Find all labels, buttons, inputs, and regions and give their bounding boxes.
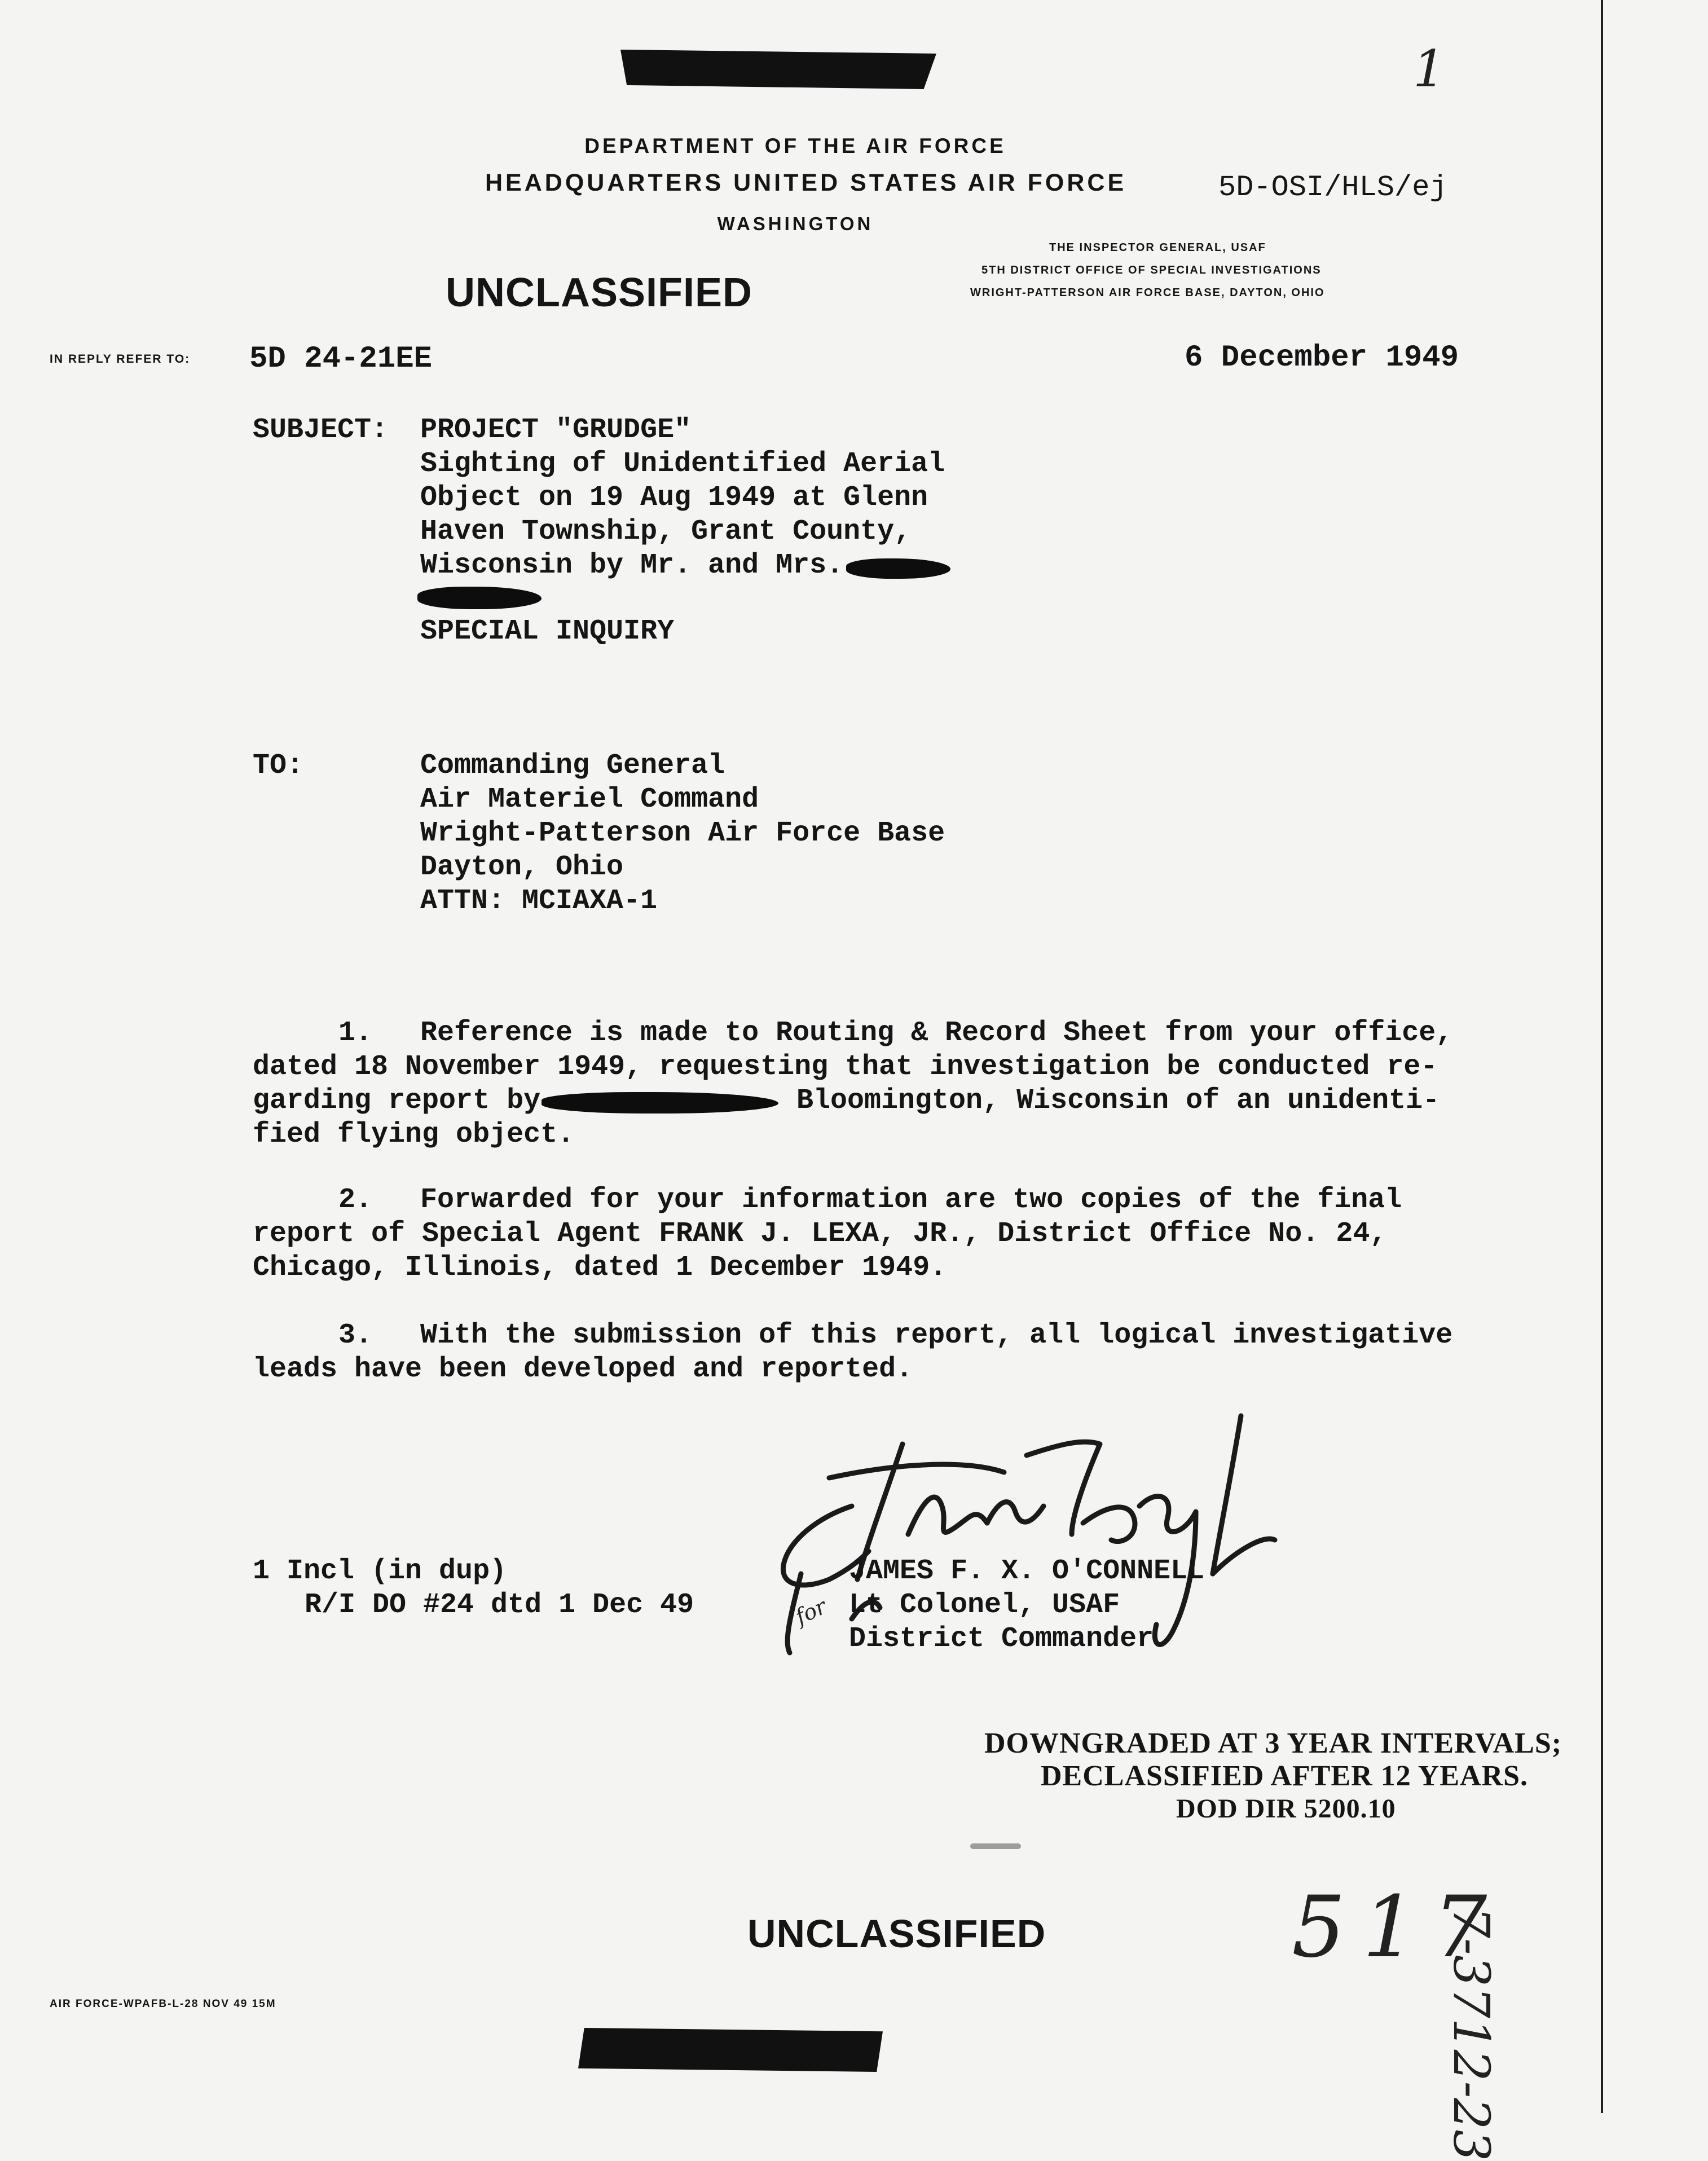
paragraph-2-line-2: report of Special Agent FRANK J. LEXA, JR., District Office No. 24, [253, 1218, 1387, 1250]
subject-label: SUBJECT: [253, 414, 389, 446]
downgrade-line-1: DOWNGRADED AT 3 YEAR INTERVALS; [984, 1727, 1562, 1759]
handwritten-side-number: 7-3712-23 [1442, 1907, 1500, 2161]
subject-line: PROJECT "GRUDGE" [420, 414, 692, 446]
paragraph-1-line-3a: garding report by [253, 1085, 541, 1117]
to-block [420, 749, 945, 918]
signer-rank: Lt Colonel, USAF [849, 1589, 1120, 1621]
downgrade-line-3: DOD DIR 5200.10 [1176, 1794, 1396, 1824]
form-code: AIR FORCE-WPAFB-L-28 NOV 49 15M [50, 1998, 276, 2010]
signer-title: District Commander [849, 1623, 1154, 1655]
classification-top: UNCLASSIFIED [446, 270, 753, 315]
address-line: Commanding General [420, 750, 725, 782]
paragraph-1-line-1: Reference is made to Routing & Record Sheet from your office, [420, 1017, 1453, 1049]
top-scan-bar [620, 50, 936, 89]
paragraph-1-line-3b: Bloomington, Wisconsin of an unidenti- [796, 1085, 1440, 1117]
washington-line: WASHINGTON [717, 213, 874, 234]
paragraph-1-line-2: dated 18 November 1949, requesting that investigation be conducted re- [253, 1051, 1438, 1083]
letter-date: 6 December 1949 [1185, 341, 1459, 375]
signer-name: JAMES F. X. O'CONNELL [849, 1555, 1205, 1587]
subject-line: Wisconsin by Mr. and Mrs. [420, 549, 844, 582]
reply-reference: 5D 24-21EE [249, 342, 433, 376]
address-line: Air Materiel Command [420, 784, 759, 816]
office-line-3: WRIGHT-PATTERSON AIR FORCE BASE, DAYTON, OHIO [970, 287, 1325, 299]
classification-bottom: UNCLASSIFIED [747, 1912, 1046, 1956]
paragraph-1-line-4: fied flying object. [253, 1119, 575, 1151]
enclosure-line-2: R/I DO #24 dtd 1 Dec 49 [305, 1589, 694, 1621]
reply-label: IN REPLY REFER TO: [50, 353, 191, 366]
subject-line: Sighting of Unidentified Aerial [420, 448, 945, 480]
to-label: TO: [253, 750, 304, 782]
subject-line: Object on 19 Aug 1949 at Glenn [420, 482, 928, 514]
paragraph-2-line-3: Chicago, Illinois, dated 1 December 1949. [253, 1252, 947, 1284]
redaction-name-1 [846, 558, 950, 579]
headquarters-line: HEADQUARTERS UNITED STATES AIR FORCE [485, 169, 1127, 196]
address-line: Wright-Patterson Air Force Base [420, 817, 945, 850]
address-line: Dayton, Ohio [420, 851, 624, 883]
downgrade-line-2: DECLASSIFIED AFTER 12 YEARS. [1041, 1760, 1529, 1792]
bottom-scan-bar [578, 2028, 883, 2072]
enclosure-line-1: 1 Incl (in dup) [253, 1555, 507, 1587]
handwritten-bottom-number: 517 [1292, 1878, 1504, 1977]
handwritten-top-mark: 1 [1413, 39, 1446, 99]
paragraph-3-line-1: With the submission of this report, all logical investigative [420, 1319, 1453, 1352]
subject-block [420, 413, 945, 583]
paragraph-1-number: 1. [338, 1017, 373, 1049]
paragraph-2-line-1: Forwarded for your information are two copies of the final [420, 1184, 1402, 1216]
department-line: DEPARTMENT OF THE AIR FORCE [584, 134, 1006, 157]
paragraph-3-line-2: leads have been developed and reported. [253, 1353, 913, 1385]
right-margin-line [1601, 0, 1603, 2113]
special-inquiry: SPECIAL INQUIRY [420, 615, 675, 648]
subject-line: Haven Township, Grant County, [420, 516, 912, 548]
attention-line: ATTN: MCIAXA-1 [420, 885, 658, 917]
file-code: 5D-OSI/HLS/ej [1218, 171, 1447, 204]
redaction-reporter [542, 1092, 778, 1113]
paragraph-2-number: 2. [338, 1184, 373, 1216]
office-line-2: 5TH DISTRICT OFFICE OF SPECIAL INVESTIGATIONS [981, 264, 1322, 276]
signature-for-mark: for [791, 1594, 830, 1630]
redaction-name-2 [417, 587, 542, 609]
office-line-1: THE INSPECTOR GENERAL, USAF [1049, 241, 1266, 254]
stamp-specks [970, 1843, 1021, 1849]
paragraph-3-number: 3. [338, 1319, 373, 1352]
